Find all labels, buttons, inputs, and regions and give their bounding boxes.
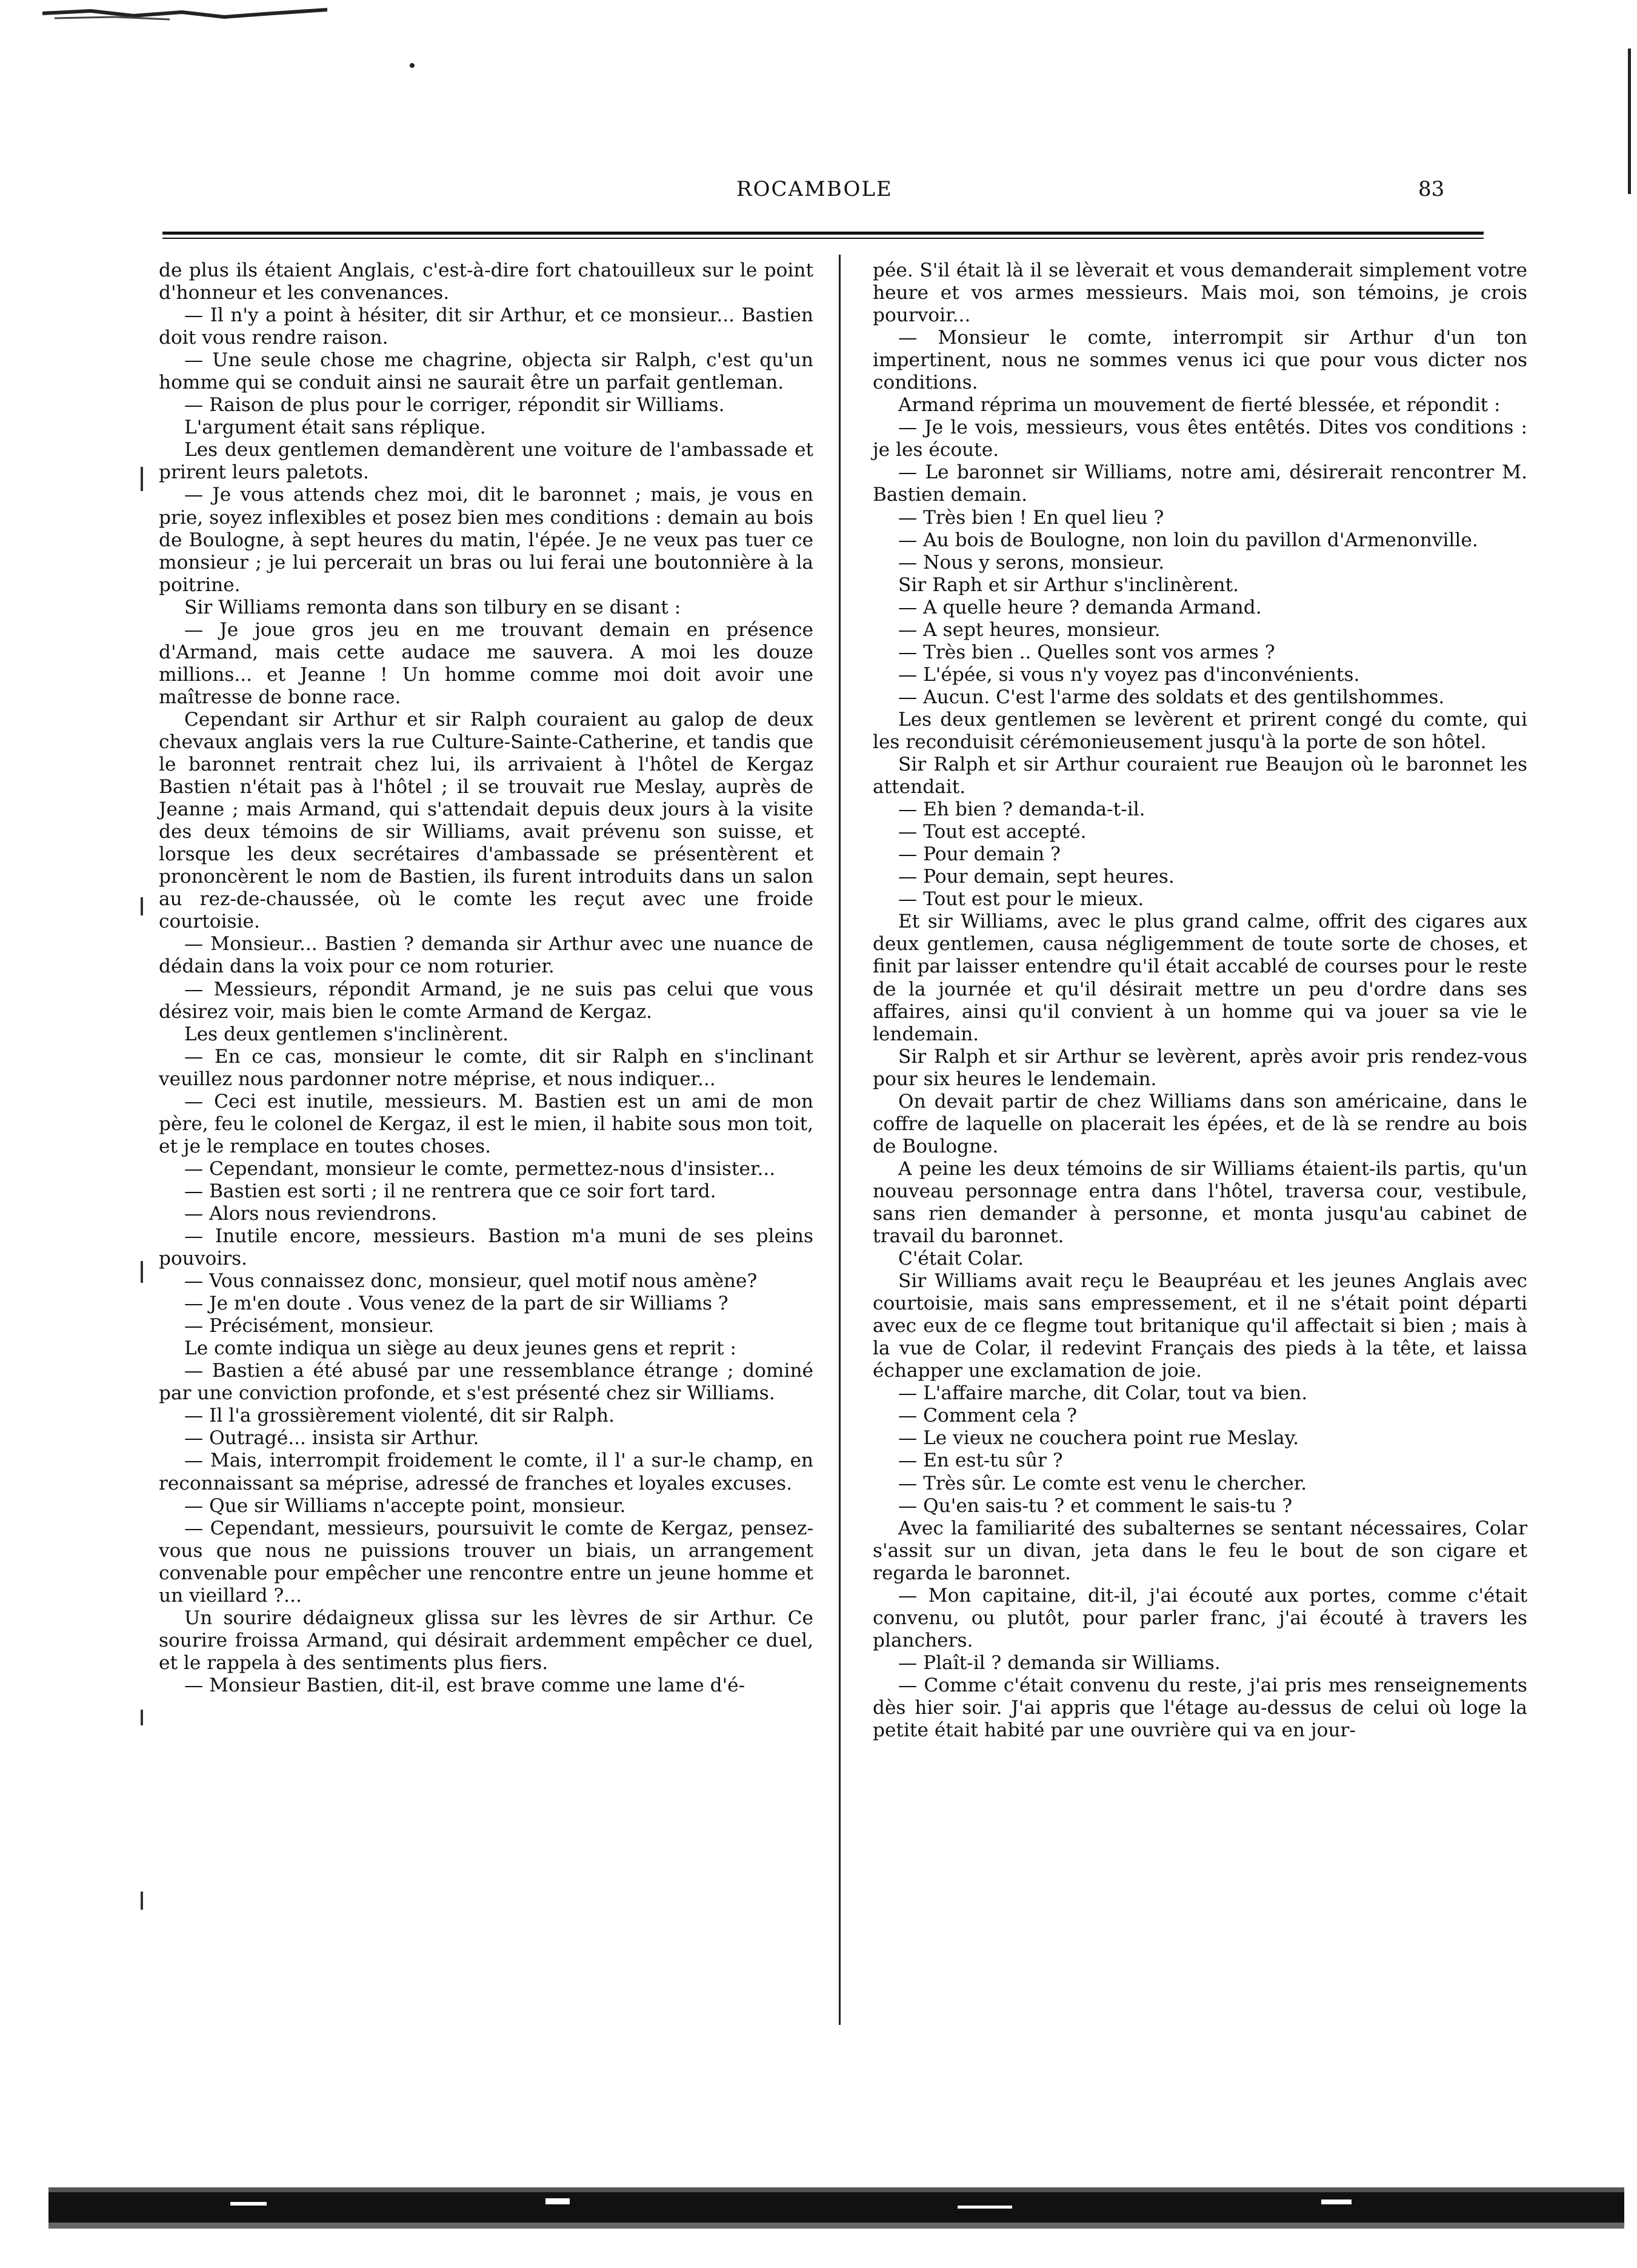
left-column-paragraph: — Ceci est inutile, messieurs. M. Bastien est un ami de mon père, feu le colonel de Kergaz, il est le mien, il habite sous mon toit, et je le remplace en toutes choses. (159, 1090, 813, 1157)
right-column-paragraph: On devait partir de chez Williams dans son américaine, dans le coffre de laquelle on placerait les épées, et de là se rendre au bois de Boulogne. (873, 1090, 1527, 1157)
left-column-paragraph: — Il n'y a point à hésiter, dit sir Arthur, et ce monsieur... Bastien doit vous rendre raison. (159, 304, 813, 349)
left-column-paragraph: — Bastien est sorti ; il ne rentrera que ce soir fort tard. (184, 1180, 716, 1202)
right-column-paragraph: — Le vieux ne couchera point rue Meslay. (898, 1427, 1299, 1450)
right-column-paragraph: Armand réprima un mouvement de fierté blessée, et répondit : (898, 394, 1501, 416)
left-column-paragraph: — Inutile encore, messieurs. Bastion m'a muni de ses pleins pouvoirs. (159, 1225, 813, 1270)
header-rule-thin (162, 238, 1484, 239)
left-column-paragraph: — Mais, interrompit froidement le comte, il l' a sur-le champ, en reconnaissant sa méprise, adressé de franches et loyales excuses. (159, 1450, 813, 1494)
left-column-paragraph: Le comte indiqua un siège au deux jeunes gens et reprit : (184, 1337, 736, 1360)
scan-artifact-top (42, 7, 327, 22)
left-column-paragraph: — Alors nous reviendrons. (184, 1202, 438, 1225)
right-column-paragraph: — Tout est pour le mieux. (898, 888, 1144, 911)
right-column-paragraph: pée. S'il était là il se lèverait et vous demanderait simplement votre heure et vos armes messieurs. Mais moi, son témoins, je crois pourvoir... (873, 259, 1527, 327)
left-column-paragraph: de plus ils étaient Anglais, c'est-à-dire fort chatouilleux sur le point d'honneur et les convenances. (159, 259, 813, 304)
right-column-paragraph: — Pour demain ? (898, 843, 1061, 866)
right-column-paragraph: — L'affaire marche, dit Colar, tout va bien. (898, 1382, 1308, 1405)
left-column-paragraph: — Raison de plus pour le corriger, répondit sir Williams. (184, 394, 725, 416)
left-column-paragraph: — Cependant, monsieur le comte, permettez-nous d'insister... (184, 1157, 776, 1180)
column-divider (839, 255, 841, 2025)
right-column-paragraph: Sir Ralph et sir Arthur couraient rue Beaujon où le baronnet les attendait. (873, 754, 1527, 798)
left-column-paragraph: — Monsieur Bastien, dit-il, est brave comme une lame d'é- (184, 1674, 745, 1696)
right-column-paragraph: — Plaît-il ? demanda sir Williams. (898, 1651, 1221, 1674)
left-column-paragraph: — Il l'a grossièrement violenté, dit sir Ralph. (184, 1405, 615, 1427)
left-column-paragraph: Un sourire dédaigneux glissa sur les lèvres de sir Arthur. Ce sourire froissa Armand, qui désirait ardemment empêcher ce duel, et le rappela à des sentiments plus fiers. (159, 1607, 813, 1674)
right-column-paragraph: — Pour demain, sept heures. (898, 866, 1175, 888)
left-column-paragraph: Les deux gentlemen s'inclinèrent. (184, 1023, 509, 1045)
right-column-paragraph: Sir Williams avait reçu le Beaupréau et les jeunes Anglais avec courtoisie, mais sans empressement, et il ne s'était point départi avec eux de ce flegme tout britanique qu'il affectait si bien ; mais à la vue de Colar, il redevint Français des pieds à la tête, et laissa échapper une exclamation de joie. (873, 1270, 1527, 1382)
page-number: 83 (1418, 177, 1445, 201)
left-column-paragraph: Les deux gentlemen demandèrent une voiture de l'ambassade et prirent leurs paletots. (159, 439, 813, 484)
right-column-paragraph: Sir Raph et sir Arthur s'inclinèrent. (898, 574, 1239, 596)
right-column-paragraph: — Le baronnet sir Williams, notre ami, désirerait rencontrer M. Bastien demain. (873, 461, 1527, 506)
right-column-paragraph: — Je le vois, messieurs, vous êtes entêtés. Dites vos conditions : je les écoute. (873, 416, 1527, 461)
right-column-paragraph: — Comment cela ? (898, 1405, 1078, 1427)
right-column-paragraph: C'était Colar. (898, 1248, 1024, 1270)
left-column-paragraph: Cependant sir Arthur et sir Ralph couraient au galop de deux chevaux anglais vers la rue Culture-Sainte-Catherine, et tandis que le baronnet rentrait chez lui, ils arrivaient à l'hôtel de Kergaz Bastien n'était pas à l'hôtel ; il se trouvait rue Meslay, auprès de Jeanne ; mais Armand, qui s'attendait depuis deux jours à la visite des deux témoins de sir Williams, avait prévenu son suisse, et lorsque les deux secrétaires d'ambassade se présentèrent et prononcèrent le nom de Bastien, ils furent introduits dans un salon au rez-de-chaussée, où le comte les reçut avec une froide courtoisie. (159, 708, 813, 933)
right-column-paragraph: — Au bois de Boulogne, non loin du pavillon d'Armenonville. (898, 529, 1478, 551)
right-column (873, 259, 1527, 1742)
left-column-paragraph: — Je vous attends chez moi, dit le baronnet ; mais, je vous en prie, soyez inflexibles et posez bien mes conditions : demain au bois de Boulogne, à sept heures du matin, l'épée. Je ne veux pas tuer ce monsieur ; je lui percerait un bras ou lui ferai une boutonnière à la poitrine. (159, 484, 813, 596)
page-header (0, 177, 1637, 207)
left-column-paragraph: — Une seule chose me chagrine, objecta sir Ralph, c'est qu'un homme qui se conduit ainsi ne saurait être un parfait gentleman. (159, 349, 813, 394)
right-column-paragraph: — Monsieur le comte, interrompit sir Arthur d'un ton impertinent, nous ne sommes venus ici que pour vous dicter nos conditions. (873, 327, 1527, 394)
right-column-paragraph: Sir Ralph et sir Arthur se levèrent, après avoir pris rendez-vous pour six heures le lendemain. (873, 1045, 1527, 1090)
right-column-paragraph: — Tout est accepté. (898, 821, 1087, 843)
right-column-paragraph: Avec la familiarité des subalternes se sentant nécessaires, Colar s'assit sur un divan, jeta dans le feu le bout de son cigare et regarda le baronnet. (873, 1517, 1527, 1584)
left-column-paragraph: — Précisément, monsieur. (184, 1315, 435, 1337)
left-column-paragraph: — Que sir Williams n'accepte point, monsieur. (184, 1494, 626, 1517)
left-column-paragraph: — Monsieur... Bastien ? demanda sir Arthur avec une nuance de dédain dans la voix pour ce nom roturier. (159, 933, 813, 978)
left-column (159, 259, 813, 1697)
right-column-paragraph: — Nous y serons, monsieur. (898, 551, 1165, 574)
right-column-paragraph: — Très bien .. Quelles sont vos armes ? (898, 641, 1275, 663)
right-column-paragraph: Les deux gentlemen se levèrent et prirent congé du comte, qui les reconduisit cérémonieusement jusqu'à la porte de son hôtel. (873, 708, 1527, 753)
right-column-paragraph: — En est-tu sûr ? (898, 1450, 1063, 1472)
left-column-paragraph: — Messieurs, répondit Armand, je ne suis pas celui que vous désirez voir, mais bien le comte Armand de Kergaz. (159, 978, 813, 1023)
left-column-paragraph: — Bastien a été abusé par une ressemblance étrange ; dominé par une conviction profonde, et s'est présenté chez sir Williams. (159, 1360, 813, 1405)
right-column-paragraph: — Mon capitaine, dit-il, j'ai écouté aux portes, comme c'était convenu, ou plutôt, pour parler franc, j'ai écouté à travers les planchers. (873, 1584, 1527, 1651)
right-column-paragraph: — Qu'en sais-tu ? et comment le sais-tu ? (898, 1494, 1293, 1517)
right-column-paragraph: — Très bien ! En quel lieu ? (898, 506, 1164, 529)
running-title: ROCAMBOLE (736, 177, 893, 201)
right-column-paragraph: Et sir Williams, avec le plus grand calme, offrit des cigares aux deux gentlemen, causa négligemment de toute sorte de choses, et finit par laisser entendre qu'il était accablé de courses pour le reste de la journée et qu'il désirait mettre un peu d'ordre dans ses affaires, ainsi qu'il convient à un homme qui va jouer sa vie le lendemain. (873, 911, 1527, 1045)
left-column-paragraph: — Outragé... insista sir Arthur. (184, 1427, 479, 1450)
left-column-paragraph: — En ce cas, monsieur le comte, dit sir Ralph en s'inclinant veuillez nous pardonner notre méprise, et nous indiquer... (159, 1045, 813, 1090)
scan-edge-mark (1628, 49, 1631, 194)
right-column-paragraph: — Eh bien ? demanda-t-il. (898, 798, 1145, 821)
left-column-paragraph: — Je m'en doute . Vous venez de la part de sir Williams ? (184, 1293, 728, 1315)
right-column-paragraph: — Aucun. C'est l'arme des soldats et des gentilshommes. (898, 686, 1445, 708)
scan-speck (410, 63, 415, 68)
right-column-paragraph: — Très sûr. Le comte est venu le chercher. (898, 1472, 1307, 1494)
left-column-paragraph: Sir Williams remonta dans son tilbury en se disant : (184, 596, 681, 618)
scan-artifact-bottom (48, 2181, 1624, 2233)
right-column-paragraph: — A quelle heure ? demanda Armand. (898, 596, 1262, 618)
left-column-paragraph: — Cependant, messieurs, poursuivit le comte de Kergaz, pensez-vous que nous ne puissions trouver un biais, un arrangement convenable pour empêcher une rencontre entre un jeune homme et un vieillard ?... (159, 1517, 813, 1607)
left-column-paragraph: L'argument était sans réplique. (184, 416, 486, 439)
right-column-paragraph: — Comme c'était convenu du reste, j'ai pris mes renseignements dès hier soir. J'ai appris que l'étage au-dessus de celui où loge la petite était habité par une ouvrière qui va en jour- (873, 1674, 1527, 1742)
left-column-paragraph: — Je joue gros jeu en me trouvant demain en présence d'Armand, mais cette audace me sauvera. A moi les douze millions... et Jeanne ! Un homme comme moi doit avoir une maîtresse de bonne race. (159, 618, 813, 708)
right-column-paragraph: — A sept heures, monsieur. (898, 618, 1161, 641)
left-column-paragraph: — Vous connaissez donc, monsieur, quel motif nous amène? (184, 1270, 758, 1293)
header-rule-thick (162, 232, 1484, 235)
right-column-paragraph: — L'épée, si vous n'y voyez pas d'inconvénients. (898, 663, 1360, 686)
right-column-paragraph: A peine les deux témoins de sir Williams étaient-ils partis, qu'un nouveau personnage entra dans l'hôtel, traversa cour, vestibule, sans rien demander à personne, et monta jusqu'au cabinet de travail du baronnet. (873, 1157, 1527, 1248)
